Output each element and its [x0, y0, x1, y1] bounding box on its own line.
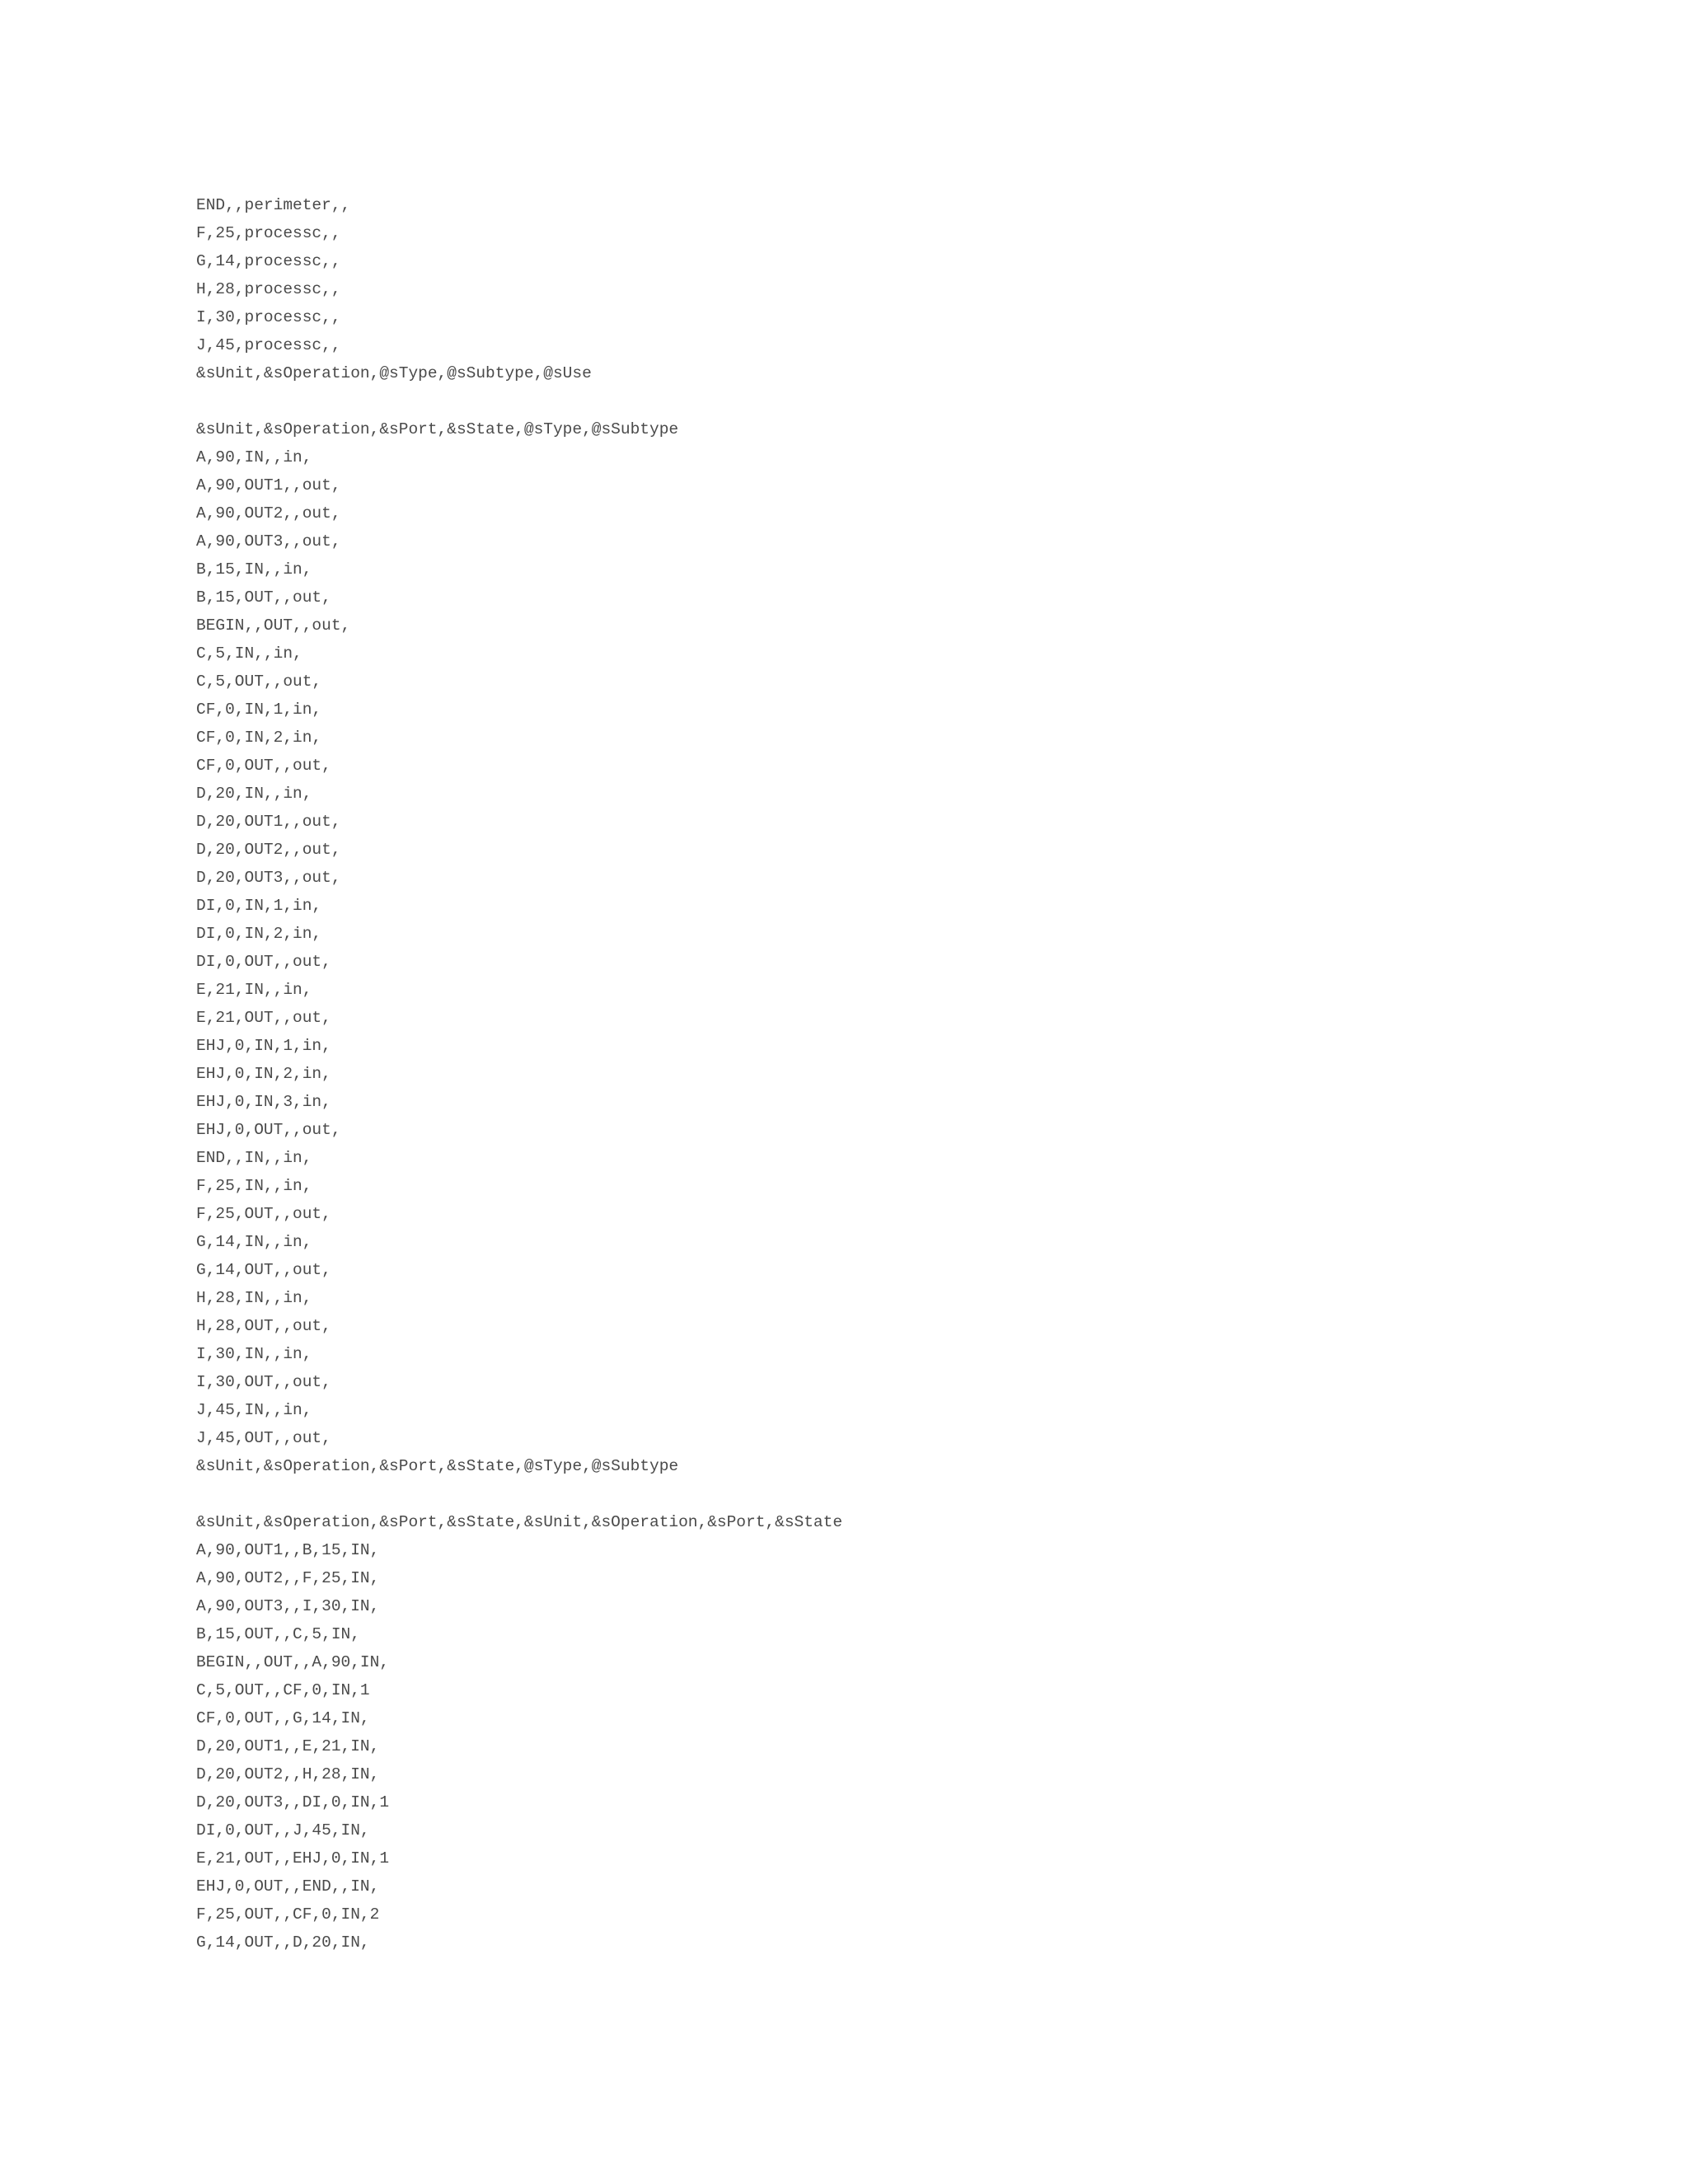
text-line: &sUnit,&sOperation,&sPort,&sState,@sType,@sSubtype: [196, 1457, 679, 1475]
text-line: G,14,processc,,: [196, 252, 341, 270]
text-line: A,90,OUT2,,out,: [196, 504, 341, 523]
text-line: A,90,OUT2,,F,25,IN,: [196, 1569, 380, 1587]
text-line: D,20,IN,,in,: [196, 785, 312, 803]
text-line: CF,0,OUT,,G,14,IN,: [196, 1709, 370, 1727]
text-line: H,28,IN,,in,: [196, 1289, 312, 1307]
text-line: D,20,OUT2,,out,: [196, 841, 341, 859]
blank-line: [196, 1480, 1597, 1508]
text-line: F,25,OUT,,out,: [196, 1205, 331, 1223]
text-line: DI,0,IN,1,in,: [196, 897, 322, 915]
text-line: &sUnit,&sOperation,&sPort,&sState,&sUnit,&sOperation,&sPort,&sState: [196, 1513, 843, 1531]
text-line: D,20,OUT1,,out,: [196, 813, 341, 831]
text-line: I,30,processc,,: [196, 308, 341, 326]
text-line: G,14,OUT,,D,20,IN,: [196, 1933, 370, 1952]
text-line: EHJ,0,IN,3,in,: [196, 1093, 331, 1111]
text-line: DI,0,IN,2,in,: [196, 925, 322, 943]
text-line: I,30,OUT,,out,: [196, 1373, 331, 1391]
text-line: DI,0,OUT,,J,45,IN,: [196, 1821, 370, 1840]
text-line: D,20,OUT3,,out,: [196, 869, 341, 887]
text-line: J,45,processc,,: [196, 336, 341, 354]
text-line: C,5,OUT,,CF,0,IN,1: [196, 1681, 370, 1699]
text-line: &sUnit,&sOperation,&sPort,&sState,@sType,@sSubtype: [196, 420, 679, 438]
text-line: CF,0,IN,1,in,: [196, 701, 322, 719]
text-line: A,90,OUT1,,out,: [196, 476, 341, 494]
text-line: A,90,OUT3,,out,: [196, 532, 341, 551]
text-line: EHJ,0,OUT,,out,: [196, 1121, 341, 1139]
csv-text-block: [196, 191, 1597, 1957]
text-line: BEGIN,,OUT,,A,90,IN,: [196, 1653, 390, 1671]
blank-line: [196, 387, 1597, 415]
text-line: H,28,processc,,: [196, 280, 341, 298]
text-line: CF,0,OUT,,out,: [196, 757, 331, 775]
text-line: F,25,processc,,: [196, 224, 341, 242]
text-line: EHJ,0,IN,1,in,: [196, 1037, 331, 1055]
text-line: DI,0,OUT,,out,: [196, 953, 331, 971]
text-line: F,25,IN,,in,: [196, 1177, 312, 1195]
text-line: A,90,IN,,in,: [196, 448, 312, 466]
text-line: F,25,OUT,,CF,0,IN,2: [196, 1905, 380, 1924]
text-line: H,28,OUT,,out,: [196, 1317, 331, 1335]
text-line: C,5,IN,,in,: [196, 644, 302, 663]
text-line: EHJ,0,IN,2,in,: [196, 1065, 331, 1083]
text-line: CF,0,IN,2,in,: [196, 729, 322, 747]
text-line: C,5,OUT,,out,: [196, 673, 322, 691]
text-line: END,,IN,,in,: [196, 1149, 312, 1167]
text-line: &sUnit,&sOperation,@sType,@sSubtype,@sUse: [196, 364, 592, 382]
text-line: B,15,OUT,,C,5,IN,: [196, 1625, 360, 1643]
text-line: B,15,OUT,,out,: [196, 588, 331, 607]
text-line: EHJ,0,OUT,,END,,IN,: [196, 1877, 380, 1896]
text-line: E,21,OUT,,out,: [196, 1009, 331, 1027]
text-line: D,20,OUT2,,H,28,IN,: [196, 1765, 380, 1783]
text-line: B,15,IN,,in,: [196, 560, 312, 579]
text-line: A,90,OUT1,,B,15,IN,: [196, 1541, 380, 1559]
text-line: I,30,IN,,in,: [196, 1345, 312, 1363]
text-line: E,21,IN,,in,: [196, 981, 312, 999]
text-line: J,45,IN,,in,: [196, 1401, 312, 1419]
text-line: G,14,IN,,in,: [196, 1233, 312, 1251]
text-line: G,14,OUT,,out,: [196, 1261, 331, 1279]
text-line: A,90,OUT3,,I,30,IN,: [196, 1597, 380, 1615]
text-line: END,,perimeter,,: [196, 196, 351, 214]
text-line: D,20,OUT1,,E,21,IN,: [196, 1737, 380, 1755]
text-line: J,45,OUT,,out,: [196, 1429, 331, 1447]
text-line: D,20,OUT3,,DI,0,IN,1: [196, 1793, 390, 1811]
text-line: BEGIN,,OUT,,out,: [196, 616, 351, 635]
text-line: E,21,OUT,,EHJ,0,IN,1: [196, 1849, 390, 1868]
